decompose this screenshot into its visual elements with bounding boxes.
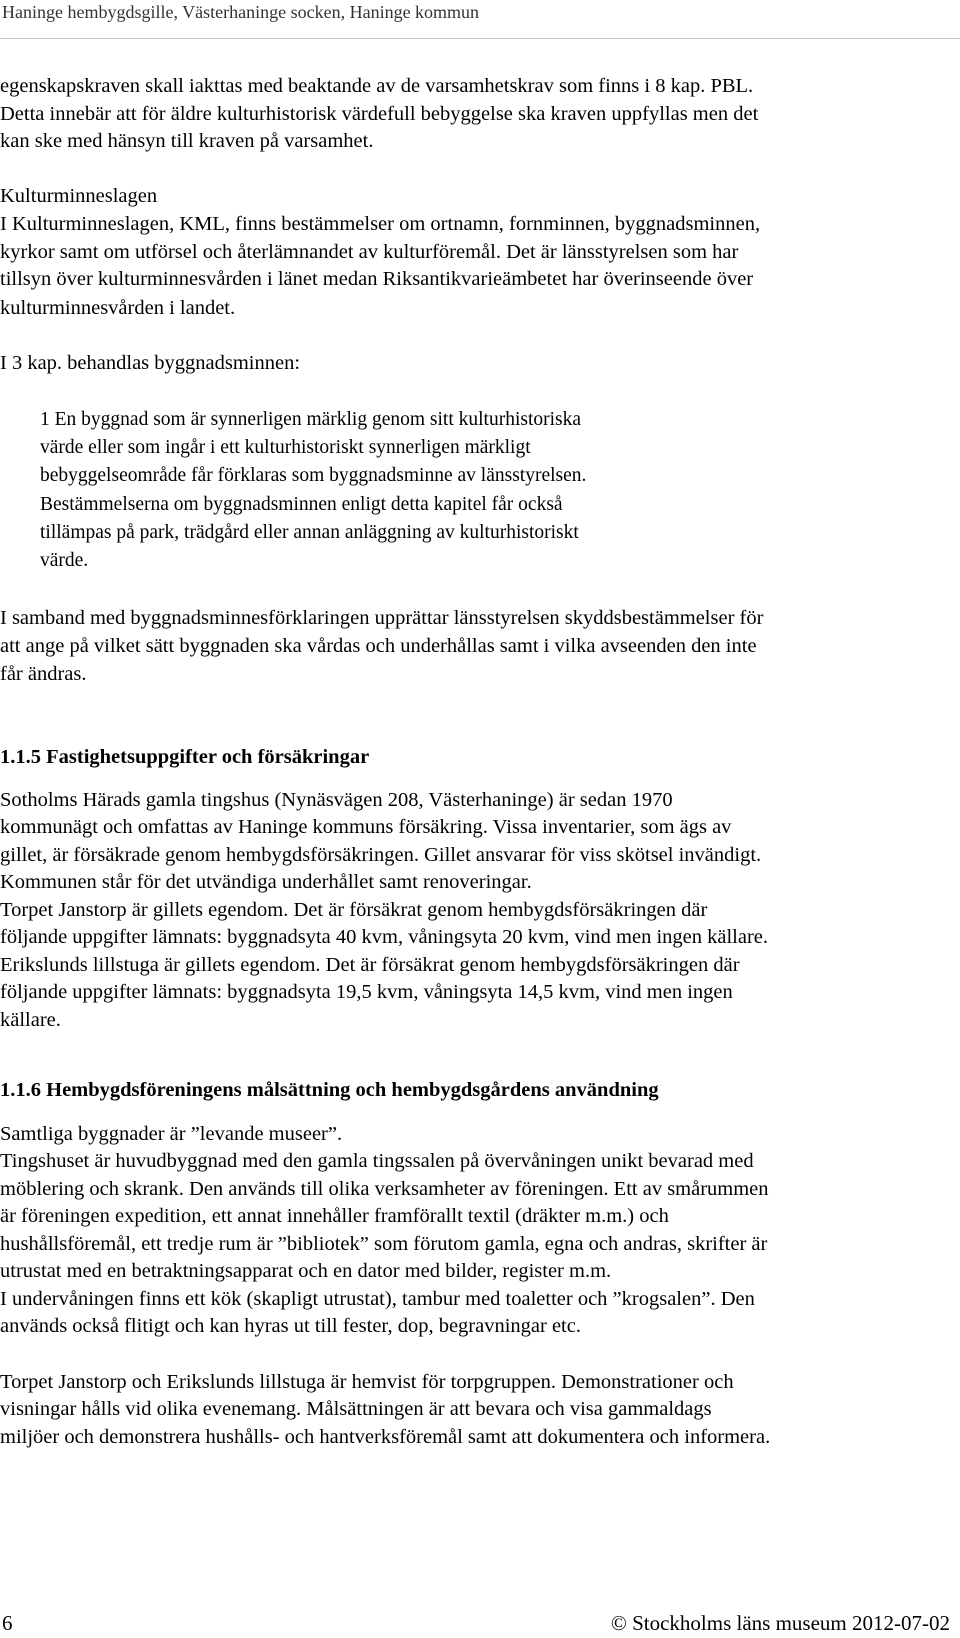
section-subtitle: Kulturminneslagen [0, 185, 158, 207]
page-number: 6 [2, 1611, 13, 1635]
text-line: följande uppgifter lämnats: byggnadsyta 19,5 kvm, våningsyta 14,5 kvm, vind men ingen [0, 981, 733, 1003]
text-line: kulturminnesvården i landet. [0, 297, 236, 319]
quote-line: Bestämmelserna om byggnadsminnen enligt detta kapitel får också [40, 494, 563, 515]
text-line: Erikslunds lillstuga är gillets egendom. Det är försäkrat genom hembygdsförsäkringen där [0, 954, 740, 976]
text-line: utrustat med en betraktningsapparat och en dator med bilder, register m.m. [0, 1260, 612, 1282]
text-line: I undervåningen finns ett kök (skapligt utrustat), tambur med toaletter och ”krogsalen”. Den [0, 1288, 755, 1310]
text-line: Detta innebär att för äldre kulturhistorisk värdefull bebyggelse ska kraven uppfyllas men det [0, 103, 759, 125]
section-heading: 1.1.6 Hembygdsföreningens målsättning och hembygdsgårdens användning [0, 1079, 659, 1101]
text-line: Sotholms Härads gamla tingshus (Nynäsvägen 208, Västerhaninge) är sedan 1970 [0, 789, 673, 811]
text-line: Torpet Janstorp är gillets egendom. Det är försäkrat genom hembygdsförsäkringen där [0, 899, 708, 921]
header-title: Haninge hembygdsgille, Västerhaninge socken, Haninge kommun [2, 2, 480, 22]
text-line: Samtliga byggnader är ”levande museer”. [0, 1123, 343, 1145]
text-line: kan ske med hänsyn till kraven på varsamhet. [0, 130, 374, 152]
quote-line: värde eller som ingår i ett kulturhistoriskt synnerligen märkligt [40, 437, 531, 458]
text-line: I samband med byggnadsminnesförklaringen upprättar länsstyrelsen skyddsbestämmelser för [0, 607, 764, 629]
text-line: är föreningen expedition, ett annat innehåller framförallt textil (dräkter m.m.) och [0, 1205, 669, 1227]
text-line: kommunägt och omfattas av Haninge kommuns försäkring. Vissa inventarier, som ägs av [0, 816, 732, 838]
quote-line: tillämpas på park, trädgård eller annan anläggning av kulturhistoriskt [40, 522, 579, 543]
text-line: gillet, är försäkrade genom hembygdsförsäkringen. Gillet ansvarar för viss skötsel invändigt. [0, 844, 762, 866]
quote-line: 1 En byggnad som är synnerligen märklig genom sitt kulturhistoriska [40, 409, 582, 430]
page-header [0, 0, 960, 39]
quote-line: värde. [40, 550, 89, 571]
text-line: kyrkor samt om utförsel och återlämnandet av kulturföremål. Det är länsstyrelsen som har [0, 241, 739, 263]
text-line: får ändras. [0, 663, 87, 685]
text-line: egenskapskraven skall iakttas med beaktande av de varsamhetskrav som finns i 8 kap. PBL. [0, 75, 754, 97]
text-line: visningar hålls vid olika evenemang. Målsättningen är att bevara och visa gammaldags [0, 1398, 712, 1420]
text-line: tillsyn över kulturminnesvården i länet medan Riksantikvarieämbetet har överinseende över [0, 268, 754, 290]
section-heading: 1.1.5 Fastighetsuppgifter och försäkringar [0, 746, 370, 768]
text-line: miljöer och demonstrera hushålls- och hantverksföremål samt att dokumentera och informera. [0, 1426, 771, 1448]
text-line: följande uppgifter lämnats: byggnadsyta 40 kvm, våningsyta 20 kvm, vind men ingen källare. [0, 926, 769, 948]
text-line: I 3 kap. behandlas byggnadsminnen: [0, 352, 301, 374]
text-line: att ange på vilket sätt byggnaden ska vårdas och underhållas samt i vilka avseenden den inte [0, 635, 757, 657]
text-line: hushållsföremål, ett tredje rum är ”bibliotek” som förutom gamla, egna och andras, skrifter är [0, 1233, 768, 1255]
footer-copyright: © Stockholms läns museum 2012-07-02 [610, 1611, 950, 1635]
text-line: Tingshuset är huvudbyggnad med den gamla tingssalen på övervåningen unikt bevarad med [0, 1150, 754, 1172]
text-line: möblering och skrank. Den används till olika verksamheter av föreningen. Ett av smårummen [0, 1178, 769, 1200]
quote-line: bebyggelseområde får förklaras som byggnadsminne av länsstyrelsen. [40, 465, 587, 486]
text-line: Kommunen står för det utvändiga underhållet samt renoveringar. [0, 871, 532, 893]
text-line: källare. [0, 1009, 61, 1031]
text-line: används också flitigt och kan hyras ut till fester, dop, begravningar etc. [0, 1315, 581, 1337]
text-line: I Kulturminneslagen, KML, finns bestämmelser om ortnamn, fornminnen, byggnadsminnen, [0, 213, 761, 235]
text-line: Torpet Janstorp och Erikslunds lillstuga är hemvist för torpgruppen. Demonstrationer och [0, 1371, 734, 1393]
